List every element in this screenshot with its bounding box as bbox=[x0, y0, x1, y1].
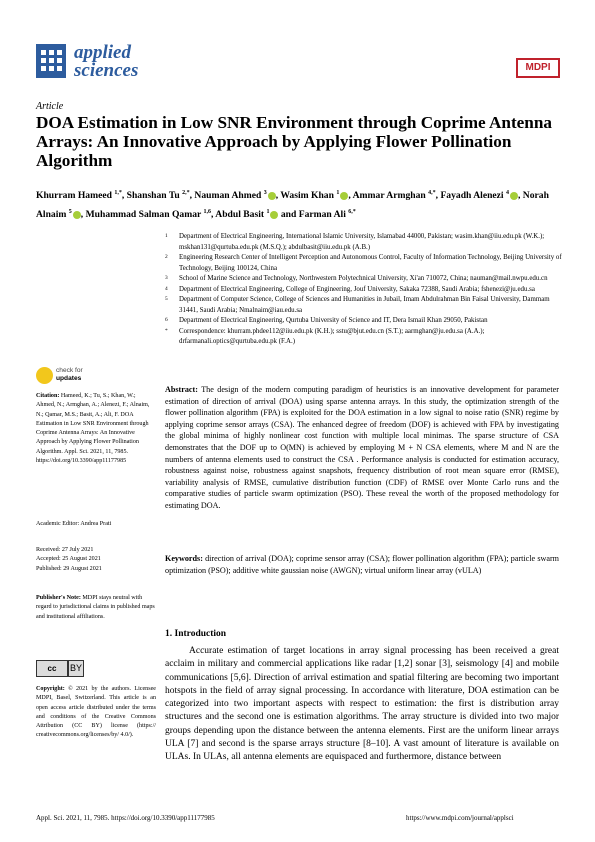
affiliation-item bbox=[165, 316, 565, 327]
publisher-note: Publisher's Note: MDPI stays neutral with regard to jurisdictional claims in published maps and institutional affiliations. bbox=[36, 595, 155, 620]
affiliation-mark: 3 bbox=[165, 275, 168, 281]
author-name[interactable]: Abdul Basit bbox=[215, 209, 267, 221]
affiliation-text: Correspondence: khurram.phdee112@iiu.edu.pk (K.H.); sstu@bjut.edu.cn (S.T.); aarmghan@ju.edu.sa (A.A.); drfarmanali.optics@qurtuba.edu.pk (F.A.) bbox=[179, 327, 485, 345]
cc-by-icon[interactable]: BY bbox=[68, 660, 84, 677]
author-affiliation-mark: 4,* bbox=[428, 190, 436, 196]
author-affiliation-mark: 1 bbox=[266, 209, 270, 216]
affiliation-mark: 1 bbox=[165, 233, 168, 239]
mdpi-logo[interactable]: MDPI bbox=[516, 58, 560, 78]
affiliation-text: Department of Electrical Engineering, Qurtuba University of Science and IT, Dera Ismail Khan 29050, Pakistan bbox=[179, 317, 488, 324]
and-word: and bbox=[278, 209, 299, 221]
section-heading: 1. Introduction bbox=[165, 629, 227, 639]
author-name[interactable]: Muhammad Salman Qamar bbox=[85, 209, 204, 221]
affiliation-item bbox=[165, 274, 565, 285]
affiliation-text: Department of Computer Science, College of Sciences and Humanities in Jubail, Imam Abdulrahman Bin Faisal University, Dammam 31441, Saudi Arabia; Nmalnaim@iau.edu.sa bbox=[179, 296, 550, 314]
copyright-block: Copyright: © 2021 by the authors. Licensee MDPI, Basel, Switzerland. This article is an open access article distributed under the terms and conditions of the Creative Commons Attribution (CC BY) license (https:// creativecommons.org/licenses/by/ 4.0/). bbox=[36, 686, 156, 739]
affiliation-item bbox=[165, 232, 565, 253]
author-affiliation-mark: 6,* bbox=[348, 209, 356, 216]
orcid-icon[interactable] bbox=[510, 192, 518, 200]
article-type: Article bbox=[36, 101, 64, 112]
author-name[interactable]: Ammar Armghan bbox=[352, 190, 429, 202]
cc-license-icon[interactable]: cc bbox=[36, 660, 68, 677]
affiliation-text: Department of Electrical Engineering, International Islamic University, Islamabad 44000, Pakistan; wasim.khan@iiu.edu.pk (W.K.); mskhan131@qurtuba.edu.pk (M.S.Q.); abdulbasit@iiu.edu.pk (A.B.) bbox=[179, 233, 545, 251]
citation-block: Citation: Hameed, K.; Tu, S.; Khan, W.; Ahmed, N.; Armghan, A.; Alenezi, F.; Alnaim, N.; Qamar, M.S.; Basit, A.; Ali, F. DOA Estimation in Low SNR Environment through Coprime Antenna Arrays: An Innovative Approach by Applying Flower Pollination Algorithm. Appl. Sci. 2021, 11, 7985. https://doi.org/10.3390/app11177985 bbox=[36, 393, 150, 465]
author-affiliation-mark: 5 bbox=[68, 209, 72, 216]
affiliation-text: Department of Electrical Engineering, College of Engineering, Jouf University, Sakaka 72388, Saudi Arabia; fshenezi@ju.edu.sa bbox=[179, 285, 535, 293]
author-name[interactable]: Nauman Ahmed bbox=[194, 190, 264, 202]
affiliation-mark: 5 bbox=[165, 296, 168, 302]
author-list: Khurram Hameed $^{1,*}$, Shanshan Tu $^{2,*}$, Nauman Ahmed $^3$ , Wasim Khan $^1$ , Ammar Armghan $^{4,*}$, Fayadh Alenezi $^4$ , Norah Alnaim $^5$ , Muhammad Salman Qamar $^{1,6}$, Abdul Basit $^1$ and Farman Ali $^{6,*}$ bbox=[36, 190, 549, 221]
affiliations bbox=[165, 232, 565, 348]
author-name[interactable]: Wasim Khan bbox=[280, 190, 337, 202]
dates-block: Received: 27 July 2021 Accepted: 25 August 2021 Published: 29 August 2021 bbox=[36, 547, 102, 572]
affiliation-text: Engineering Research Center of Intelligent Perception and Autonomous Control, Faculty of Information Technology, Beijing University of Technology, Beijing 100124, China bbox=[179, 254, 562, 272]
author-name[interactable]: Farman Ali bbox=[298, 209, 349, 221]
footer-journal-url[interactable]: https://www.mdpi.com/journal/applsci bbox=[406, 814, 514, 822]
author-affiliation-mark: 2,* bbox=[182, 190, 190, 196]
academic-editor: Academic Editor: Andrea Prati bbox=[36, 521, 112, 527]
affiliation-item bbox=[165, 327, 565, 348]
author-name[interactable]: Fayadh Alenezi bbox=[440, 190, 506, 202]
introduction-text: Accurate estimation of target locations in array signal processing has been received a great acclaim in military and commercial applications like radar [1,2] sonar [3], seismology [4] and mobile communications [5,6]. Direction of arrival estimation and spatial filtering are becoming two important hotspots in the field of array signal processing. In accordance with literature, DOA estimation can be categorized into two important aspects with respect to estimation: the first is distribution array structures and the second one is estimation algorithms. The array structure is divided into two major groups depending upon the distance between the antenna elements. First are the uniform linear arrays ULA [7] and second is the sparse arrays structure [8–10]. A vast amount of literature is available on ULAs. In ULAs, all antenna elements are equispaced and furthermore, distance between bbox=[165, 646, 559, 763]
affiliation-mark: 6 bbox=[165, 317, 168, 323]
paper-title: DOA Estimation in Low SNR Environment through Coprime Antenna Arrays: An Innovative Approach by Applying Flower Pollination Algorithm bbox=[36, 113, 553, 170]
affiliation-item bbox=[165, 253, 565, 274]
author-affiliation-mark: 3 bbox=[263, 190, 267, 196]
keywords: Keywords: direction of arrival (DOA); coprime sensor array (CSA); flower pollination algorithm (FPA); particle swarm optimization (PSO); additive white gaussian noise (AWGN); virtual uniform linear array (vULA) bbox=[165, 554, 559, 575]
affiliation-mark: 2 bbox=[165, 254, 168, 260]
affiliation-item bbox=[165, 295, 565, 316]
affiliation-mark: 4 bbox=[165, 285, 168, 292]
orcid-icon[interactable] bbox=[73, 211, 81, 219]
abstract: Abstract: The design of the modern computing paradigm of heuristics is an innovative development for parameter estimation of direction of arrival (DOA) using sparse antenna arrays. In this study, the optimization strength of the flower pollination algorithm (FPA) is exploited for the DOA estimation in a low signal to noise ratio (SNR) regime by applying coprime sensor arrays (CSA). The enhanced degree of freedom (DOF) is achieved with FPA by investigating the global minima of highly nonlinear cost function with multiple local minimas. The sparse structure of CSA demonstrates that the DOF up to O(MN) is achieved by employing M + N CSA elements, where M and N are the numbers of antenna elements used to construct the CSA . Performance analysis is conducted for estimation accuracy, robustness against noise, robustness against snapshots, frequency distribution of root mean square error (RMSE), variability analysis of RMSE, cumulative distribution function (CDF) of RMSE over Monte Carlo runs and the comparative studies of particle swarm optimization (PSO). These reveal the worth of the proposed methodology for estimating DOA. bbox=[165, 385, 559, 510]
orcid-icon[interactable] bbox=[268, 192, 276, 200]
author-affiliation-mark: 4 bbox=[506, 190, 509, 196]
affiliation-mark: * bbox=[165, 327, 168, 334]
author-affiliation-mark: 1 bbox=[336, 190, 340, 196]
author-affiliation-mark: 1,6 bbox=[203, 209, 211, 216]
affiliation-item bbox=[165, 285, 565, 296]
affiliation-text: School of Marine Science and Technology, Northwestern Polytechnical University, Xi'an 710072, China; nauman@mail.nwpu.edu.cn bbox=[179, 275, 548, 282]
journal-logo-icon bbox=[36, 44, 66, 78]
journal-name[interactable]: applied sciences bbox=[74, 42, 139, 81]
author-affiliation-mark: 1,* bbox=[114, 190, 122, 196]
check-updates-icon bbox=[36, 367, 53, 384]
author-name[interactable]: Khurram Hameed bbox=[36, 190, 115, 202]
author-name[interactable]: Norah Alnaim bbox=[36, 190, 549, 221]
footer-citation[interactable]: Appl. Sci. 2021, 11, 7985. https://doi.org/10.3390/app11177985 bbox=[36, 814, 215, 822]
author-name[interactable]: Shanshan Tu bbox=[126, 190, 183, 202]
